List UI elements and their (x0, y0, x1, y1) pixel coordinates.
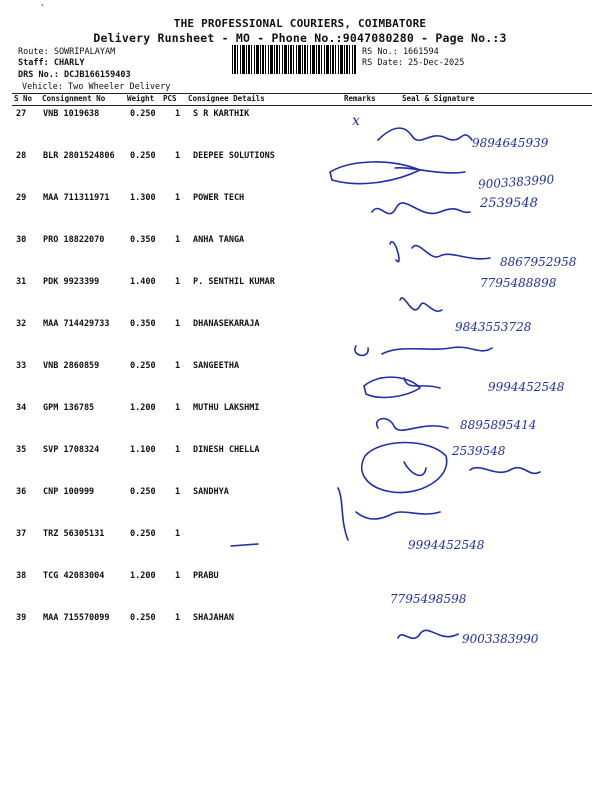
row-consignment: GPM 136785 (43, 403, 95, 413)
row-pcs: 1 (175, 319, 181, 329)
row-consignee: SANDHYA (193, 487, 229, 497)
row-consignment: BLR 2801524806 (43, 151, 115, 161)
row-consignee: P. SENTHIL KUMAR (193, 277, 275, 287)
handwritten-phone: 9003383990 (477, 172, 555, 192)
handwritten-phone: 9843553728 (455, 320, 532, 334)
handwritten-phone: 9994452548 (488, 380, 565, 394)
row-pcs: 1 (175, 109, 181, 119)
row-consignment: VNB 1019638 (43, 109, 100, 119)
route-label: Route: SOWRIPALAYAM (18, 47, 116, 57)
col-sno: S No (14, 94, 33, 103)
row-weight: 0.250 (130, 361, 156, 371)
row-consignment: PDK 9923399 (43, 277, 100, 287)
row-weight: 0.250 (130, 613, 156, 623)
row-pcs: 1 (175, 193, 181, 203)
handwritten-phone: 8895895414 (460, 418, 537, 432)
handwritten-phone: 2539548 (452, 444, 506, 458)
row-sno: 33 (16, 361, 27, 371)
row-consignee: PRABU (193, 571, 219, 581)
row-consignment: CNP 100999 (43, 487, 95, 497)
row-consignee: ANHA TANGA (193, 235, 245, 245)
row-pcs: 1 (175, 277, 181, 287)
row-sno: 31 (16, 277, 27, 287)
row-consignee: DEEPEE SOLUTIONS (193, 151, 275, 161)
row-consignee: DINESH CHELLA (193, 445, 260, 455)
row-consignment: TRZ 56305131 (43, 529, 105, 539)
row-weight: 0.350 (130, 319, 156, 329)
row-sno: 34 (16, 403, 27, 413)
handwritten-phone: 7795498598 (390, 592, 467, 606)
row-consignee: SANGEETHA (193, 361, 240, 371)
row-consignee: MUTHU LAKSHMI (193, 403, 260, 413)
row-pcs: 1 (175, 529, 181, 539)
row-weight: 0.250 (130, 487, 156, 497)
row-consignment: SVP 1708324 (43, 445, 100, 455)
row-consignment: MAA 715570099 (43, 613, 110, 623)
row-consignee: DHANASEKARAJA (193, 319, 260, 329)
row-pcs: 1 (175, 445, 181, 455)
rs-number: RS No.: 1661594 (362, 47, 439, 57)
row-pcs: 1 (175, 613, 181, 623)
row-weight: 1.200 (130, 571, 156, 581)
rs-date: RS Date: 25-Dec-2025 (362, 58, 465, 68)
row-consignee: S R KARTHIK (193, 109, 250, 119)
row-pcs: 1 (175, 403, 181, 413)
remark-mark: x (352, 113, 360, 129)
row-weight: 1.400 (130, 277, 156, 287)
row-weight: 0.350 (130, 235, 156, 245)
runsheet-subtitle: Delivery Runsheet - MO - Phone No.:9047080280 - Page No.:3 (93, 31, 507, 45)
row-pcs: 1 (175, 487, 181, 497)
row-pcs: 1 (175, 361, 181, 371)
row-sno: 37 (16, 529, 27, 539)
row-consignment: VNB 2860859 (43, 361, 100, 371)
row-weight: 1.200 (130, 403, 156, 413)
row-sno: 39 (16, 613, 27, 623)
handwritten-phone: 9994452548 (408, 538, 485, 552)
row-consignee: SHAJAHAN (193, 613, 234, 623)
row-pcs: 1 (175, 235, 181, 245)
row-consignment: MAA 714429733 (43, 319, 110, 329)
row-pcs: 1 (175, 151, 181, 161)
col-weight: Weight (127, 94, 155, 103)
handwritten-phone: 8867952958 (500, 255, 577, 269)
staff-label: Staff: CHARLY (18, 58, 85, 68)
handwritten-phone: 9003383990 (462, 632, 539, 646)
drs-number: DRS No.: DCJB166159403 (18, 70, 131, 80)
row-sno: 35 (16, 445, 27, 455)
row-sno: 28 (16, 151, 27, 161)
handwritten-phone: 9894645939 (472, 136, 549, 150)
row-pcs: 1 (175, 571, 181, 581)
row-consignment: PRO 18822070 (43, 235, 105, 245)
col-consignee: Consignee Details (188, 94, 265, 103)
company-title: THE PROFESSIONAL COURIERS, COIMBATORE (173, 17, 427, 30)
handwritten-phone: 2539548 (480, 196, 538, 211)
row-sno: 38 (16, 571, 27, 581)
row-consignee: POWER TECH (193, 193, 245, 203)
col-seal-signature: Seal & Signature (402, 94, 475, 103)
row-weight: 0.250 (130, 109, 156, 119)
corner-mark: ` (40, 4, 47, 15)
row-sno: 36 (16, 487, 27, 497)
handwritten-phone: 7795488898 (480, 276, 557, 290)
row-weight: 1.100 (130, 445, 156, 455)
col-consignment: Consignment No (42, 94, 106, 103)
row-weight: 1.300 (130, 193, 156, 203)
row-weight: 0.250 (130, 151, 156, 161)
row-sno: 27 (16, 109, 27, 119)
row-sno: 30 (16, 235, 27, 245)
vehicle-label: Vehicle: Two Wheeler Delivery (22, 82, 171, 92)
col-pcs: PCS (163, 94, 177, 103)
row-consignment: TCG 42083004 (43, 571, 105, 581)
col-remarks: Remarks (344, 94, 376, 103)
row-sno: 29 (16, 193, 27, 203)
row-consignment: MAA 711311971 (43, 193, 110, 203)
row-weight: 0.250 (130, 529, 156, 539)
row-sno: 32 (16, 319, 27, 329)
